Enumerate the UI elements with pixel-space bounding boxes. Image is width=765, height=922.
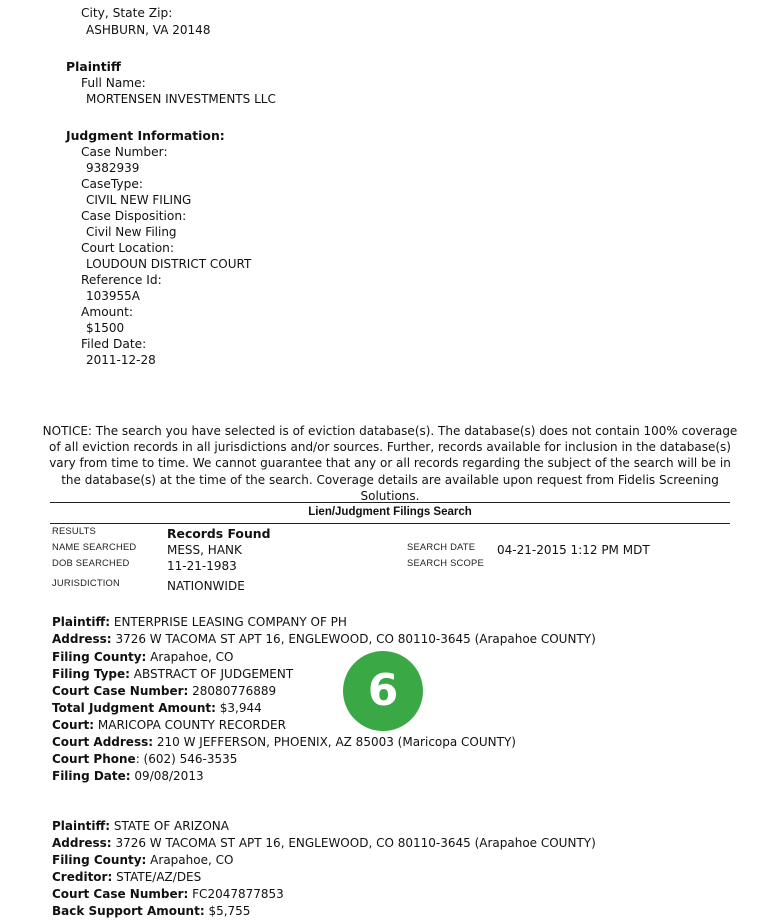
field-label: Plaintiff: bbox=[52, 615, 111, 629]
record-field bbox=[52, 818, 229, 835]
jurisdiction-label: JURISDICTION bbox=[52, 577, 121, 588]
field-value: 3726 W TACOMA ST APT 16, ENGLEWOOD, CO 80110-3645 (Arapahoe COUNTY) bbox=[115, 836, 596, 850]
field-value: ENTERPRISE LEASING COMPANY OF PH bbox=[113, 615, 347, 629]
field-value: 09/08/2013 bbox=[134, 769, 204, 783]
field-value: $5,755 bbox=[208, 904, 251, 918]
table-top-rule bbox=[50, 502, 730, 503]
field-label: Address: bbox=[52, 632, 112, 646]
amount-label: Amount: bbox=[81, 305, 133, 319]
case-number-value: 9382939 bbox=[86, 161, 140, 175]
field-value: MARICOPA COUNTY RECORDER bbox=[97, 718, 286, 732]
field-label: Filing County: bbox=[52, 853, 147, 867]
field-label: Filing County: bbox=[52, 650, 147, 664]
record-field bbox=[52, 768, 204, 785]
name-searched-value: MESS, HANK bbox=[167, 543, 242, 557]
dob-searched-label: DOB SEARCHED bbox=[52, 557, 130, 568]
search-scope-label: SEARCH SCOPE bbox=[407, 557, 484, 568]
filed-date-value: 2011-12-28 bbox=[86, 353, 156, 367]
plaintiff-heading: Plaintiff bbox=[66, 59, 121, 74]
field-label: Court Case Number: bbox=[52, 684, 189, 698]
field-value: 28080776889 bbox=[192, 684, 277, 698]
court-location-value: LOUDOUN DISTRICT COURT bbox=[86, 257, 252, 271]
field-label: Court: bbox=[52, 718, 95, 732]
field-value: Arapahoe, CO bbox=[150, 853, 234, 867]
case-type-value: CIVIL NEW FILING bbox=[86, 193, 192, 207]
record-field bbox=[52, 869, 201, 886]
field-label: Filing Date: bbox=[52, 769, 131, 783]
field-value: : (602) 546-3535 bbox=[135, 752, 238, 766]
case-number-label: Case Number: bbox=[81, 145, 168, 159]
full-name-label: Full Name: bbox=[81, 76, 146, 90]
record-field bbox=[52, 614, 347, 631]
court-location-label: Court Location: bbox=[81, 241, 175, 255]
field-value: ABSTRACT OF JUDGEMENT bbox=[133, 667, 294, 681]
city-state-zip-label: City, State Zip: bbox=[81, 6, 173, 20]
record-field bbox=[52, 886, 284, 903]
field-label: Back Support Amount: bbox=[52, 904, 205, 918]
results-value: Records Found bbox=[167, 526, 271, 541]
filed-date-label: Filed Date: bbox=[81, 337, 147, 351]
judgment-heading: Judgment Information: bbox=[66, 128, 225, 143]
name-searched-label: NAME SEARCHED bbox=[52, 541, 137, 552]
search-table-title: Lien/Judgment Filings Search bbox=[308, 506, 472, 518]
field-label: Address: bbox=[52, 836, 112, 850]
field-label: Filing Type: bbox=[52, 667, 130, 681]
case-disposition-label: Case Disposition: bbox=[81, 209, 187, 223]
record-field bbox=[52, 649, 233, 666]
reference-id-label: Reference Id: bbox=[81, 273, 162, 287]
amount-value: $1500 bbox=[86, 321, 125, 335]
field-value: STATE/AZ/DES bbox=[116, 870, 202, 884]
record-field bbox=[52, 852, 233, 869]
record-field bbox=[52, 835, 596, 852]
search-date-label: SEARCH DATE bbox=[407, 541, 476, 552]
record-field bbox=[52, 683, 276, 700]
field-value: $3,944 bbox=[219, 701, 262, 715]
city-state-zip-value: ASHBURN, VA 20148 bbox=[86, 23, 211, 37]
field-label: Court Address: bbox=[52, 735, 154, 749]
record-number-badge: 6 bbox=[343, 651, 423, 731]
record-field bbox=[52, 631, 596, 648]
dob-searched-value: 11-21-1983 bbox=[167, 559, 237, 573]
field-value: 210 W JEFFERSON, PHOENIX, AZ 85003 (Maricopa COUNTY) bbox=[156, 735, 516, 749]
field-value: FC2047877853 bbox=[192, 887, 284, 901]
field-value: STATE OF ARIZONA bbox=[113, 819, 229, 833]
record-field bbox=[52, 734, 516, 751]
record-field bbox=[52, 717, 286, 734]
reference-id-value: 103955A bbox=[86, 289, 141, 303]
field-label: Creditor: bbox=[52, 870, 113, 884]
record-field bbox=[52, 700, 262, 717]
field-value: 3726 W TACOMA ST APT 16, ENGLEWOOD, CO 80110-3645 (Arapahoe COUNTY) bbox=[115, 632, 596, 646]
case-type-label: CaseType: bbox=[81, 177, 143, 191]
field-label: Plaintiff: bbox=[52, 819, 111, 833]
field-value: Arapahoe, CO bbox=[150, 650, 234, 664]
field-label: Total Judgment Amount: bbox=[52, 701, 216, 715]
field-label: Court Case Number: bbox=[52, 887, 189, 901]
record-field bbox=[52, 903, 250, 920]
field-label: Court Phone bbox=[52, 752, 136, 766]
table-header-rule bbox=[50, 523, 730, 524]
case-disposition-value: Civil New Filing bbox=[86, 225, 177, 239]
jurisdiction-value: NATIONWIDE bbox=[167, 579, 245, 593]
record-field bbox=[52, 666, 293, 683]
search-date-value: 04-21-2015 1:12 PM MDT bbox=[497, 543, 650, 557]
results-label: RESULTS bbox=[52, 525, 96, 536]
full-name-value: MORTENSEN INVESTMENTS LLC bbox=[86, 92, 276, 106]
record-field bbox=[52, 751, 237, 768]
coverage-notice: NOTICE: The search you have selected is of eviction database(s). The database(s) does not contain 100% coverage of all eviction records in all jurisdictions and/or sources. Further, records available for inclusion in the database(s) vary from time to time. We cannot guarantee that any or all records regarding the subject of the search will be in the database(s) at the time of the search. Coverage details are available upon request from Fidelis Screening Solutions. bbox=[42, 424, 738, 503]
